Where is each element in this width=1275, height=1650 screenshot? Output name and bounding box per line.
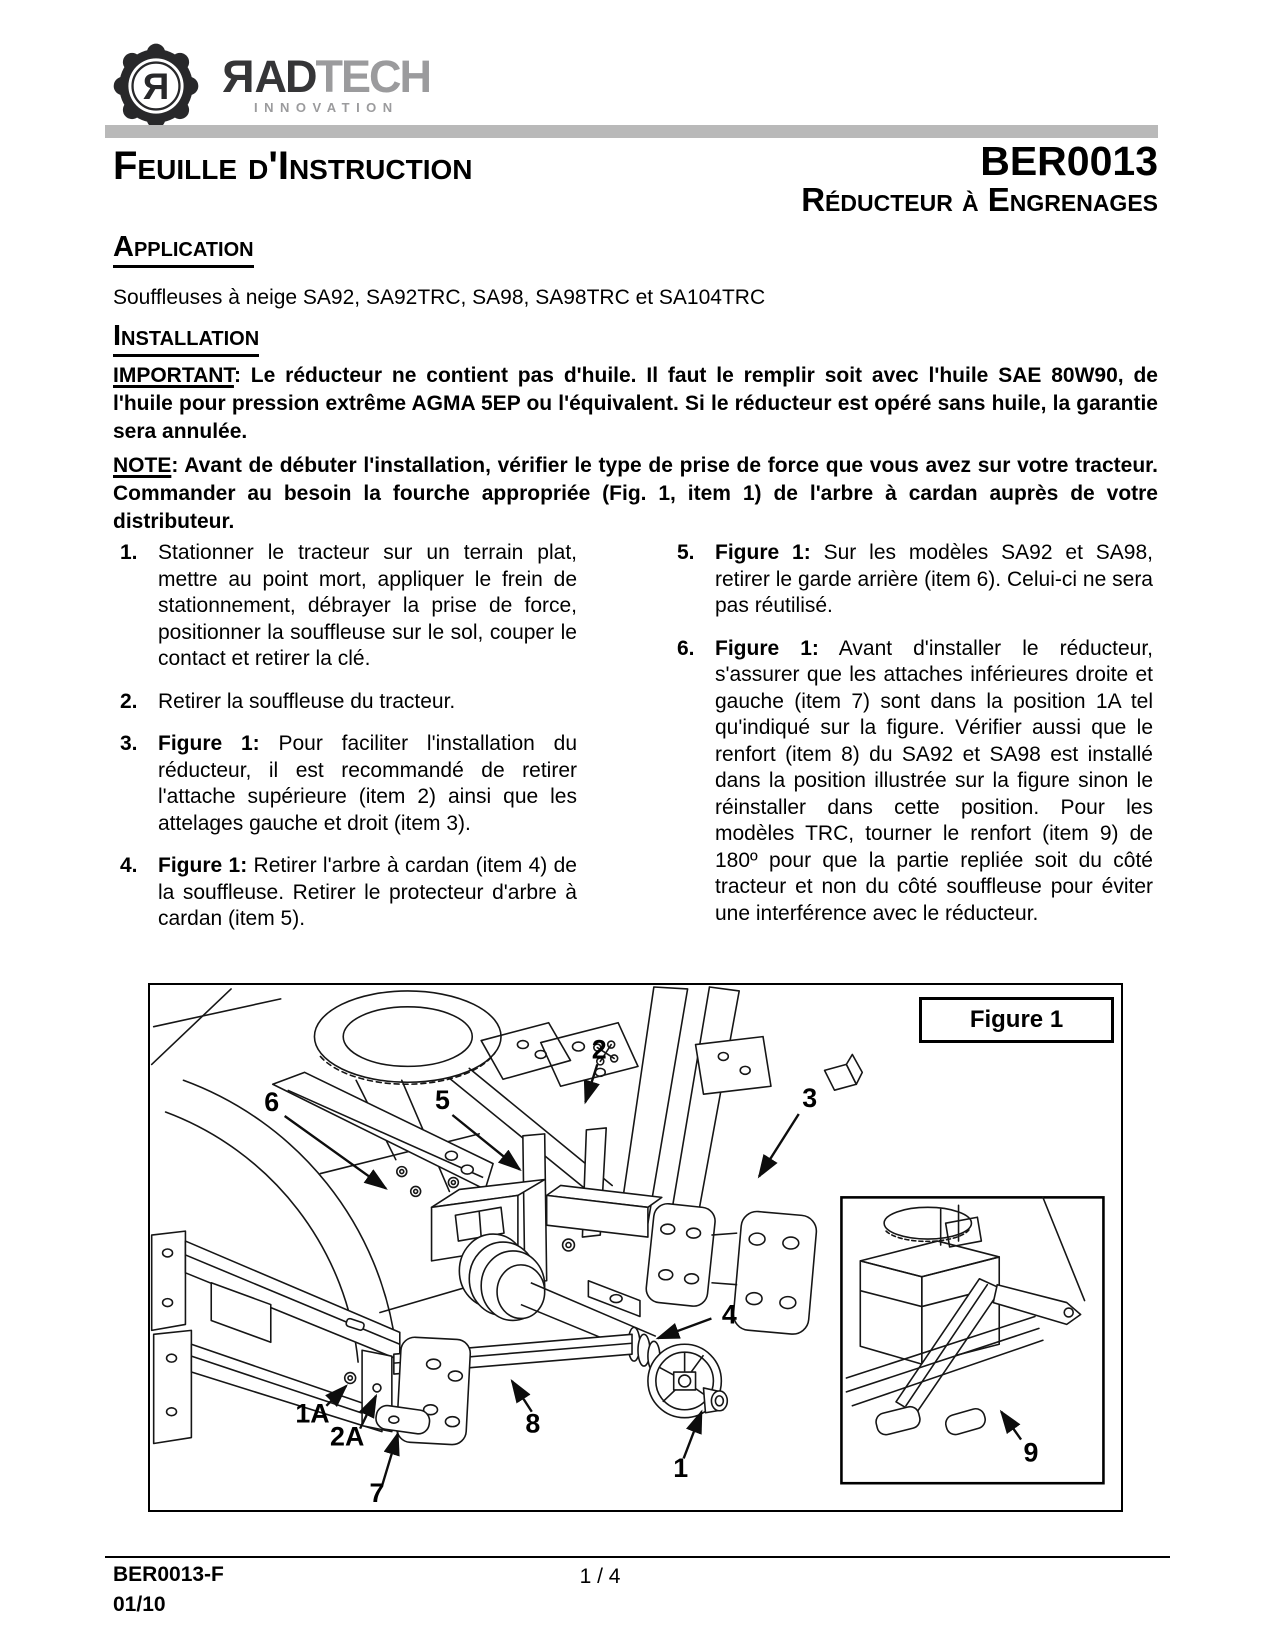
callout-1A: 1A — [295, 1398, 330, 1429]
note-label: NOTE — [113, 454, 172, 477]
callout-5: 5 — [435, 1085, 450, 1116]
brand-dark-part: AD — [254, 51, 316, 102]
step-number: 6. — [677, 636, 695, 660]
step-item-3 — [120, 731, 577, 837]
callout-9: 9 — [1023, 1437, 1039, 1468]
callout-6: 6 — [264, 1087, 280, 1118]
footer-revision-date: 01/10 — [113, 1593, 166, 1616]
important-text: : Le réducteur ne contient pas d'huile. Il faut le remplir soit avec l'huile SAE 80W90, de l'huile pour pression extrême AGMA 5EP ou l'équivalent. Si le réducteur est opéré sans huile, la garantie sera annulée. — [113, 364, 1158, 443]
doc-number: BER0013 — [980, 138, 1158, 184]
brand-tagline: INNOVATION — [254, 100, 399, 115]
step-number: 1. — [120, 541, 138, 564]
callout-2: 2 — [591, 1034, 607, 1065]
callout-2A: 2A — [330, 1421, 365, 1452]
step-text: Retirer l'arbre à cardan (item 4) de la souffleuse. Retirer le protecteur d'arbre à cardan (item 5). — [158, 854, 577, 930]
callout-3: 3 — [802, 1083, 818, 1114]
footer-divider — [105, 1556, 1170, 1558]
radtech-logo — [110, 40, 430, 132]
important-label: IMPORTANT — [113, 364, 234, 387]
step-text: Avant d'installer le réducteur, s'assurer que les attaches inférieures droite et gauche (item 7) sont dans la position 1A tel qu'indiqué sur la figure. Vérifier aussi que le renfort (item 8) du SA92 et SA98 est installé dans la position illustrée sur la figure sinon le réinstaller dans cette position. Pour les modèles TRC, tourner le renfort (item 9) de 180º pour que la partie repliée soit du côté tracteur et non du côté souffleuse pour éviter une interférence avec le réducteur. — [715, 636, 1153, 925]
figure-label: Figure 1 — [969, 1006, 1064, 1033]
footer-page-number: 1 / 4 — [579, 1565, 621, 1588]
mast-frame — [620, 987, 862, 1229]
brand-wordmark — [224, 51, 430, 102]
badge-letter: R — [142, 65, 170, 107]
note-text: : Avant de débuter l'installation, vérifier le type de prise de force que vous avez sur votre tracteur. Commander au besoin la fourche appropriée (Fig. 1, item 1) de l'arbre à cardan auprès de votre distributeur. — [113, 454, 1158, 533]
note-paragraph — [113, 452, 1158, 536]
step-text: Sur les modèles SA92 et SA98, retirer le garde arrière (item 6). Celui-ci ne sera pas réutilisé. — [715, 541, 1154, 617]
application-models: Souffleuses à neige SA92, SA92TRC, SA98, SA98TRC et SA104TRC — [113, 286, 766, 309]
step-figure-ref: Figure 1: — [158, 732, 260, 755]
installation-heading: Installation — [113, 320, 259, 357]
step-number: 5. — [677, 541, 695, 564]
application-heading: Application — [113, 231, 254, 268]
doc-subtitle: Réducteur à Engrenages — [801, 181, 1158, 219]
step-figure-ref: Figure 1: — [715, 541, 811, 564]
figure-drawing — [150, 985, 1121, 1510]
brand-first-letter: R — [224, 51, 255, 102]
callout-7: 7 — [369, 1478, 385, 1509]
callout-4: 4 — [721, 1299, 737, 1330]
step-text: Retirer la souffleuse du tracteur. — [158, 689, 456, 713]
step-text: Pour faciliter l'installation du réducteur, il est recommandé de retirer l'attache supérieure (item 2) ainsi que les attelages gauche et droit (item 3). — [158, 732, 577, 835]
steps-left-column — [120, 540, 577, 949]
step-figure-ref: Figure 1: — [158, 854, 248, 877]
callout-8: 8 — [525, 1408, 541, 1439]
important-paragraph — [113, 362, 1158, 446]
step-number: 4. — [120, 854, 138, 877]
title-row — [113, 140, 1158, 218]
callout-1: 1 — [673, 1453, 689, 1484]
figure-panel — [148, 983, 1123, 1512]
steps-right-column — [677, 540, 1153, 943]
step-item-1 — [120, 540, 577, 673]
inset-detail-box — [841, 1197, 1103, 1483]
brand-light-part: TECH — [315, 51, 430, 102]
step-item-4 — [120, 853, 577, 933]
step-item-2 — [120, 689, 577, 716]
doc-type-title: Feuille d'Instruction — [113, 144, 473, 188]
right-beam-and-plates — [547, 1185, 818, 1335]
step-number: 2. — [120, 689, 138, 713]
step-figure-ref: Figure 1: — [715, 636, 819, 660]
step-item-6 — [677, 636, 1153, 928]
step-text: Stationner le tracteur sur un terrain plat, mettre au point mort, appliquer le frein de stationnement, débrayer la prise de force, positionner la souffleuse sur le sol, couper le contact et retirer la clé. — [158, 541, 577, 670]
chute-ring — [314, 991, 638, 1086]
footer-doc-code: BER0013-F — [113, 1563, 224, 1586]
step-number: 3. — [120, 732, 138, 755]
step-item-5 — [677, 540, 1153, 620]
header-divider-bar — [105, 125, 1158, 138]
radtech-badge-icon — [110, 40, 202, 132]
figure-label-box — [919, 997, 1114, 1043]
